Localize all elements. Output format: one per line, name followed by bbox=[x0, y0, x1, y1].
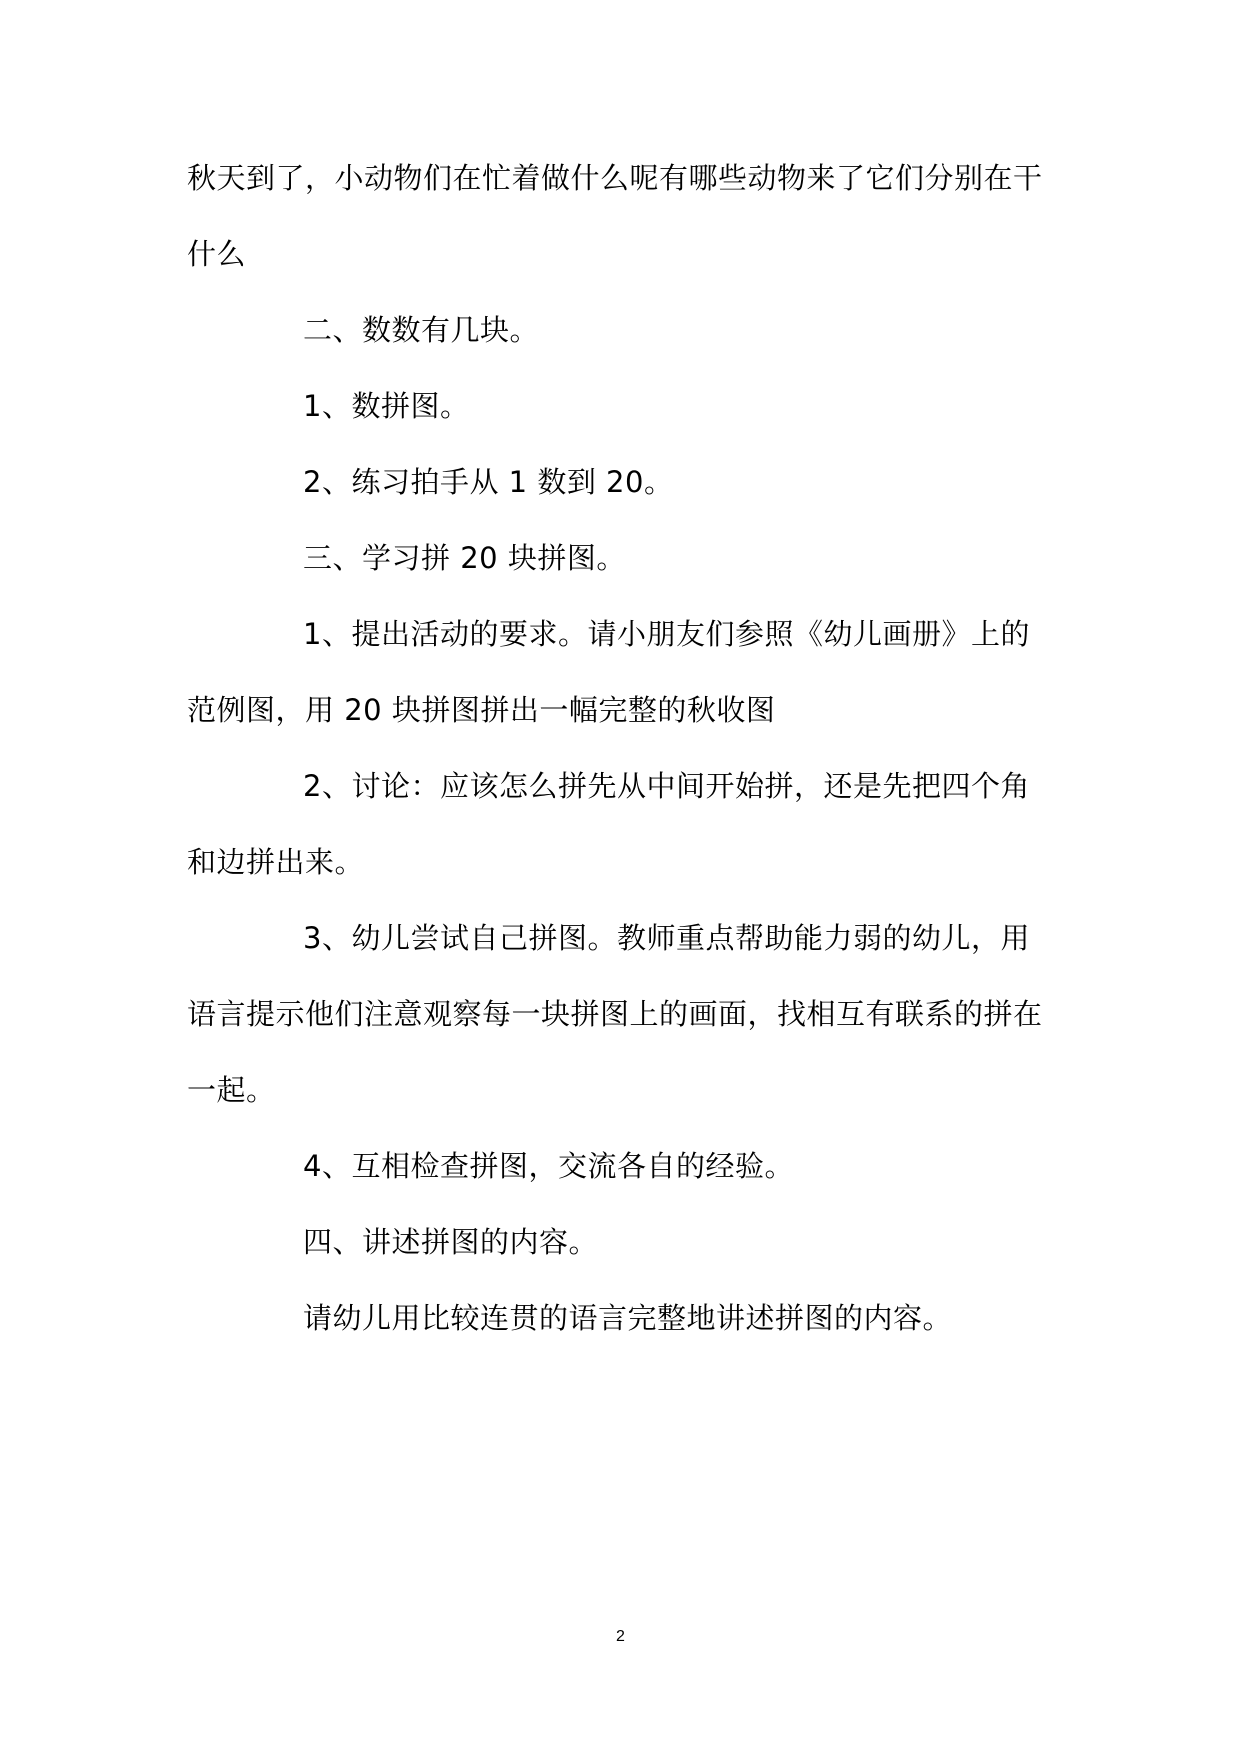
list-item: 4、互相检查拼图，交流各自的经验。 bbox=[303, 1149, 794, 1183]
body-text bbox=[187, 140, 1055, 1356]
list-item: 2、练习拍手从 1 数到 20。 bbox=[303, 465, 674, 499]
paragraph-closing: 请幼儿用比较连贯的语言完整地讲述拼图的内容。 bbox=[303, 1301, 953, 1335]
list-item: 1、数拼图。 bbox=[303, 389, 470, 423]
list-item: 2、讨论：应该怎么拼先从中间开始拼，还是先把四个角和边拼出来。 bbox=[187, 769, 1030, 879]
page-number: 2 bbox=[616, 1628, 625, 1645]
section-heading-3: 三、学习拼 20 块拼图。 bbox=[303, 541, 626, 575]
paragraph-intro: 秋天到了，小动物们在忙着做什么呢有哪些动物来了它们分别在干什么 bbox=[187, 161, 1043, 271]
section-heading-2: 二、数数有几块。 bbox=[303, 313, 540, 347]
list-item: 1、提出活动的要求。请小朋友们参照《幼儿画册》上的范例图，用 20 块拼图拼出一幅完整的秋收图 bbox=[187, 617, 1030, 727]
list-item: 3、幼儿尝试自己拼图。教师重点帮助能力弱的幼儿，用语言提示他们注意观察每一块拼图上的画面，找相互有联系的拼在一起。 bbox=[187, 921, 1043, 1107]
section-heading-4: 四、讲述拼图的内容。 bbox=[303, 1225, 599, 1259]
